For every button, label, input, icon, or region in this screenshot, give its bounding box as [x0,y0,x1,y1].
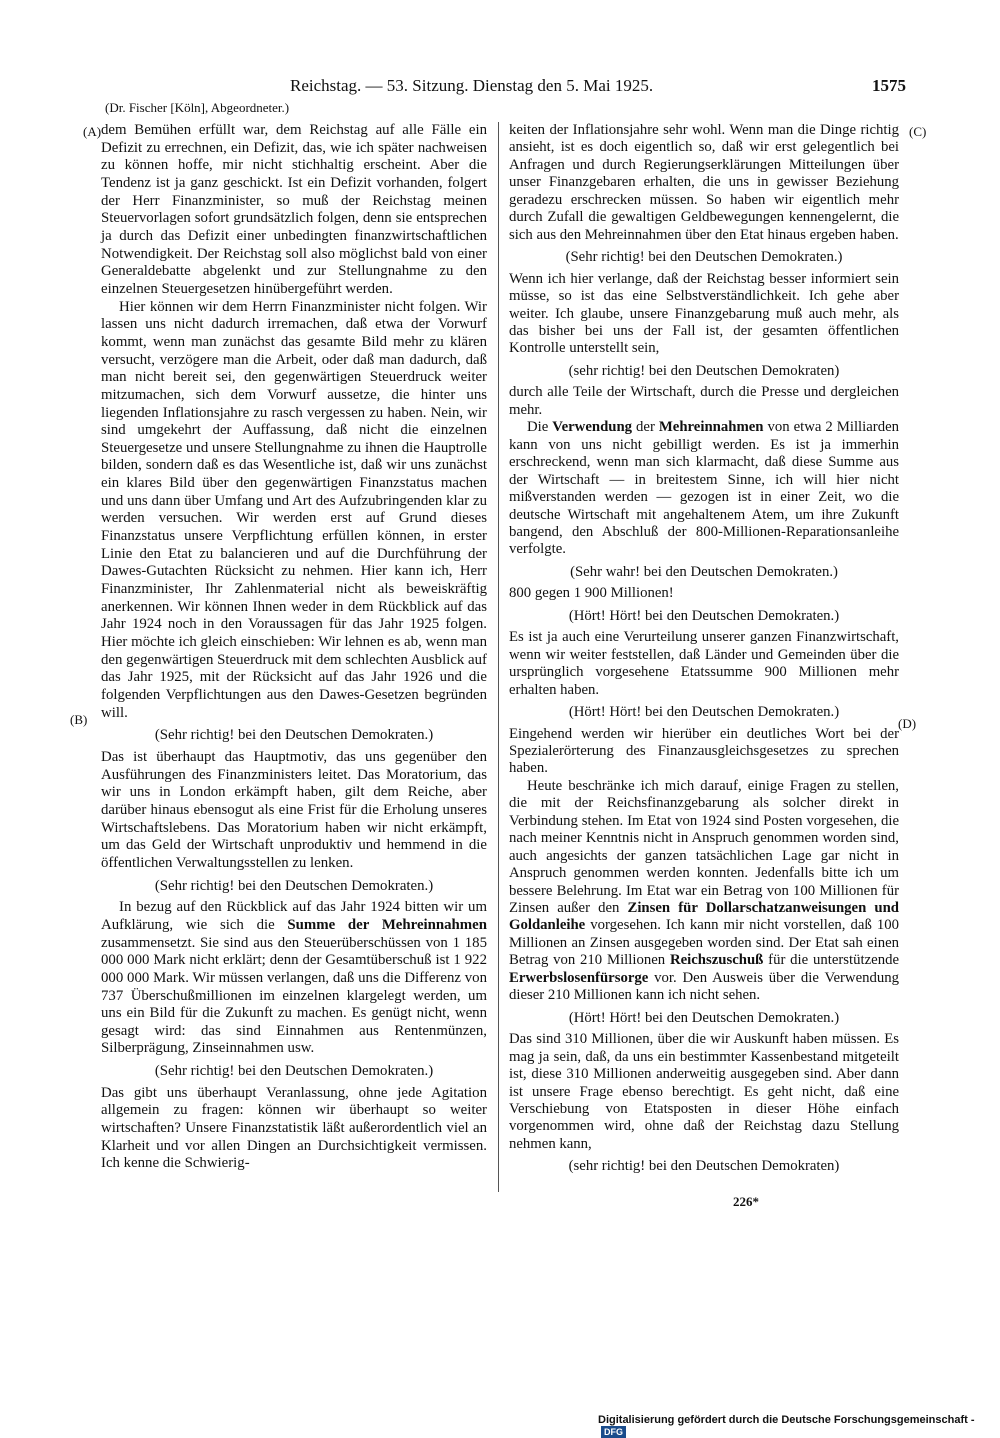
interjection: (Sehr wahr! bei den Deutschen Demokraten.) [570,563,838,580]
bold-term: Reichszuschuß [669,952,764,969]
text-run: Die [527,419,553,436]
paragraph-text: dem Bemühen erfüllt war, dem Reichstag auf alle Fälle ein Defizit zu errechnen, ein Defizit, das, wie ich später nachweisen zu können hoffe, mir nicht stichhaltig erscheint. Aber die Tendenz ist ja ganz geschickt. Ist ein Defizit vorhanden, folgert der Herr Finanzminister, so muß der Reichstag meinen Steuervorlagen sofort grundsätzlich folgen, denn sie entsprechen ja durch das Defizit einer unbedingten finanzwirtschaftlichen Notwendigkeit. Der Reichstag soll also möglichst bald von einer Generaldebatte abgelenkt und zur Stellungnahme zu den einzelnen Steuergesetzen hinübergeführt werden. [101,122,487,297]
interjection: (Sehr richtig! bei den Deutschen Demokraten.) [154,877,434,894]
page-header [90,76,906,98]
page-number: 1575 [872,76,906,95]
interjection: (sehr richtig! bei den Deutschen Demokraten) [568,1158,840,1175]
paragraph: Hier können wir dem Herrn Finanzminister nicht folgen. Wir lassen uns nicht dadurch irremachen, daß etwa der Vorwurf kommt, wenn man zunächst das gesamte Bild mehr zu klären versucht, verzögere man die Arbeit, oder daß man dadurch, daß man nicht bereit sei, den gegenwärtigen Steuerdruck weiter mitzumachen, sich dem Vorwurf aussetze, die hinter uns liegenden Inflationsjahre zu rasch vergessen zu haben. Nein, wir sind umgekehrt der Auffassung, daß nicht die einzelnen Steuergesetze und unsere Stellungnahme zu ihnen die Hauptrolle bilden, sondern daß es das Wesentliche ist, daß wir uns zunächst ein klares Bild über den gegenwärtigen Finanzstatus machen und uns dann über Umfang und Art des Aufzubringenden klar zu werden versuchen. Wir werden erst auf Grund dieses Finanzstatus unsere Verpflichtung erfüllen können, in erster Linie den Etat zu balancieren und auf die Durchführung der Dawes-Gutachten Rücksicht zu nehmen. Hier kann ich, Herr Finanzminister, Ihr Zahlenmaterial nicht als beweiskräftig anerkennen. Wir können Ihnen weder in dem Rückblick auf das Jahr 1924 noch in den Voraussagen für das Jahr 1925 folgen. Hier möchte ich gleich einschieben: Wir lehnen es ab, wenn man den gegenwärtigen Steuerdruck mit dem schlechten Ausblick auf das Jahr 1925, mit der Rücksicht auf das Jahr 1926 und die folgenden Verpflichtungen aus den Dawes-Gesetzen begründen will. [101,298,487,721]
paragraph: Das gibt uns überhaupt Veranlassung, ohne jede Agitation allgemein zu fragen: können wir überhaupt so weiter wirtschaften? Unsere Finanzstatistik läßt außerordentlich viel an Klarheit und vor allen Dingen an Durchsichtigkeit vermissen. Ich kenne die Schwierig- [101,1084,487,1172]
text-run: Heute beschränke ich mich darauf, einige Fragen zu stellen, die mit der Reichsfinanzgebarung als solcher direkt in Verbindung stehen. Im Etat von 1924 sind Posten vorgesehen, die nach meiner Kenntnis nicht in Anspruch genommen worden sind, auch angesichts der ganzen tatsächlichen Lage gar nicht in Anspruch genommen werden konnten. Jedenfalls bitte ich um bessere Belehrung. Im Etat war ein Betrag von 100 Millionen für Zinsen außer den [509,777,899,917]
text-run: In bezug auf den Rückblick auf das Jahr 1924 bitten wir um Aufklärung, wie sich die [101,899,487,933]
paragraph: keiten der Inflationsjahre sehr wohl. Wenn man die Dinge richtig ansieht, ist es doch eigentlich so, daß wir erst gelegentlich bei Anfragen und durch Regierungserklärungen Mitteilungen über unser Finanzgebaren erhalten, die uns in gewisser Beziehung geradezu erschrecken müssen. So haben wir eigentlich mehr durch Zufall die gewaltigen Geldbewegungen kennengelernt, die sich aus den Mehreinnahmen über den Etat hinaus ergeben haben. [509,122,899,243]
dfg-logo-icon: DFG [601,1426,626,1438]
header-title: Reichstag. — 53. Sitzung. Dienstag den 5. Mai 1925. [290,76,654,95]
paragraph: Das ist überhaupt das Hauptmotiv, das uns gegenüber den Ausführungen des Finanzministers leitet. Das Moratorium, das wir uns in London erkämpft haben, gilt dem Reiche, aber darüber hinaus ebensogut als eine Frist für die Erholung unseres Wirtschaftslebens. Das Moratorium haben wir nicht erkämpft, um das Geld der Wirtschaft unproduktiv und hemmend in die öffentlichen Verwaltungsstellen zu lenken. [101,748,487,871]
paragraph [101,122,487,299]
margin-mark-c: (C) [909,124,927,139]
margin-mark-a: (A) [83,124,102,139]
footer-credit [598,1414,1000,1438]
right-column [509,122,899,1180]
footer-text: Digitalisierung gefördert durch die Deutsche Forschungsgemeinschaft - [598,1414,975,1426]
bold-term: Erwerbslosenfürsorge [509,969,649,986]
bold-term: Mehreinnahmen [658,419,764,436]
interjection: (Sehr richtig! bei den Deutschen Demokraten.) [565,249,843,266]
margin-mark-d: (D) [898,716,917,731]
text-run: der [632,419,659,436]
text-run: zusammensetzt. Sie sind aus den Steuerüberschüssen von 1 185 000 000 Mark nicht erklärt; denn der Gesamtüberschuß ist 1 922 000 000 Mark. Wir müssen verlangen, daß uns die Differenz von 737 Überschußmillionen im einzelnen klargelegt werden, um uns ein Bild für die Zukunft zu machen. Es genügt nicht, wenn gesagt wird: das sind Einnahmen aus Rentenmünzen, Silberprägung, Zinseinnahmen usw. [101,934,487,1057]
paragraph: durch alle Teile der Wirtschaft, durch die Presse und dergleichen mehr. [509,384,899,418]
interjection: (Sehr richtig! bei den Deutschen Demokraten.) [154,1063,434,1080]
text-run: vor. Den Ausweis über die Verwendung dieser 210 Millionen kann ich nicht sehen. [509,969,899,1004]
paragraph [101,899,487,1058]
interjection: (Hört! Hört! bei den Deutschen Demokraten.) [568,607,840,624]
interjection: (sehr richtig! bei den Deutschen Demokraten) [568,362,840,379]
sheet-signature: 226* [733,1194,759,1209]
text-run: von etwa 2 Milliarden kann von uns nicht gebilligt werden. Es ist ja immerhin erschreckend, wenn man sich klarmacht, daß diese Summe aus der Wirtschaft — in breitestem Sinne, ich will hier nicht mißverstanden werden — gezogen ist in einer Zeit, wo die deutsche Wirtschaft mit angehaltenem Atem, um ihre Zukunft bangend, den Abschluß der 800-Millionen-Reparationsanleihe verfolgte. [509,419,900,558]
paragraph: Das sind 310 Millionen, über die wir Auskunft haben müssen. Es mag ja sein, daß, da uns ein bestimmter Kassenbestand mitgeteilt ist, diese 310 Millionen anderweitig ausgegeben sind. Aber dann ist unsere Frage ebenso berechtigt. Es geht nicht, daß eine Verschiebung von Etatsposten in dieser Höhe einfach vorgenommen wird, ohne daß der Reichstag dazu Stellung nehmen kann, [509,1031,899,1152]
paragraph: Es ist ja auch eine Verurteilung unserer ganzen Finanzwirtschaft, wenn wir weiter feststellen, daß Länder und Gemeinden über die ursprünglich vorgesehene Etatssumme 900 Millionen mehr erhalten haben. [509,629,899,698]
bold-term: Zinsen für Dollarschatzanweisungen und Goldanleihe [509,900,900,934]
interjection: (Hört! Hört! bei den Deutschen Demokraten.) [568,1009,840,1026]
interjection: (Sehr richtig! bei den Deutschen Demokraten.) [154,727,434,744]
paragraph [509,778,899,1005]
bold-term: Verwendung [552,419,633,436]
paragraph: Eingehend werden wir hierüber ein deutliches Wort bei der Spezialerörterung des Finanzausgleichsgesetzes zu sprechen haben. [509,725,899,777]
text-run: für die unterstützende [763,952,899,969]
column-divider [498,122,499,1192]
interjection: (Hört! Hört! bei den Deutschen Demokraten.) [568,704,840,721]
left-column [101,122,487,1173]
paragraph: 800 gegen 1 900 Millionen! [509,585,674,602]
bold-term: Summe der Mehreinnahmen [287,916,487,933]
paragraph [509,419,899,559]
margin-mark-b: (B) [70,712,88,727]
paragraph: Wenn ich hier verlange, daß der Reichstag besser informiert sein müsse, so ist das eine Selbstverständlichkeit. Ich gehe aber weiter. Ich glaube, unsere Finanzgebarung muß auch mehr, als das bisher bei uns der Fall ist, der gesamten öffentlichen Kontrolle unterstellt sein, [509,270,899,357]
speaker-label: (Dr. Fischer [Köln], Abgeordneter.) [105,100,290,115]
text-run: vorgesehen. Ich kann mir nicht vorstellen, daß 100 Millionen an Zinsen ausgegeben worden sind. Der Etat sah einen Betrag von 210 Millionen [509,917,899,969]
